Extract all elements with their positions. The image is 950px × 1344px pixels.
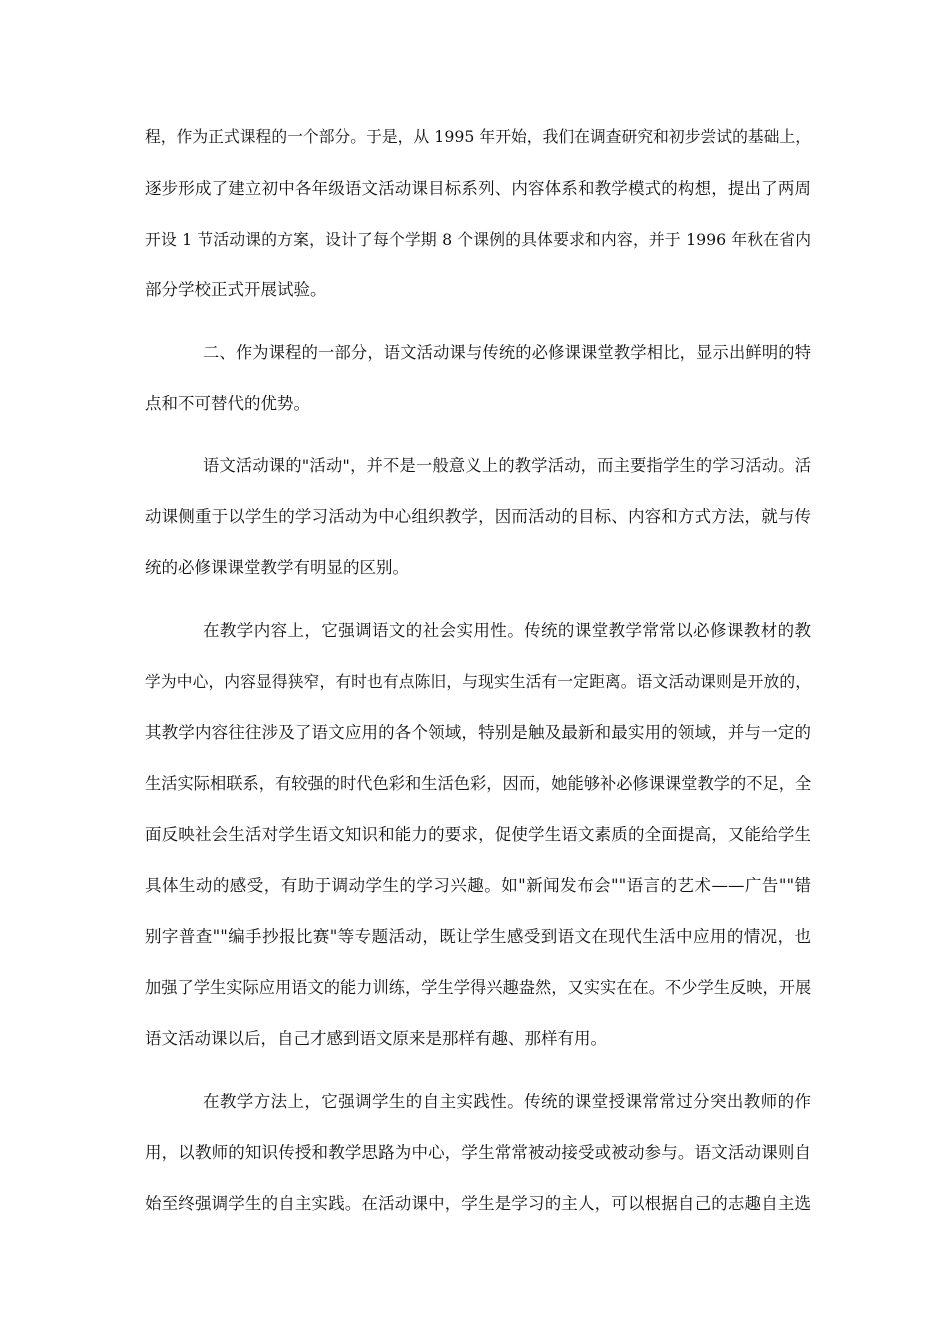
paragraph-line: 加强了学生实际应用语文的能力训练，学生学得兴趣盎然，又实实在在。不少学生反映，开展 [145,978,812,997]
paragraph-line: 用，以教师的知识传授和教学思路为中心，学生常常被动接受或被动参与。语文活动课则自 [145,1143,811,1162]
paragraph-line: 面反映社会生活对学生语文知识和能力的要求，促使学生语文素质的全面提高，又能给学生 [145,825,811,844]
paragraph-line: 逐步形成了建立初中各年级语文活动课目标系列、内容体系和教学模式的构想，提出了两周 [145,179,811,198]
paragraph-line: 统的必修课课堂教学有明显的区别。 [145,558,409,577]
paragraph-line: 程，作为正式课程的一个部分。于是，从 1995 年开始，我们在调查研究和初步尝试的基础上， [145,127,811,146]
paragraph-line: 部分学校正式开展试验。 [145,280,327,299]
paragraph-line: 开设 1 节活动课的方案，设计了每个学期 8 个课例的具体要求和内容，并于 1996 年秋在省内 [145,230,811,249]
paragraph-line: 始至终强调学生的自主实践。在活动课中，学生是学习的主人，可以根据自己的志趣自主选 [145,1194,811,1213]
paragraph-line: 其教学内容往往涉及了语文应用的各个领域，特别是触及最新和最实用的领域，并与一定的 [145,723,811,742]
paragraph-line: 语文活动课以后，自己才感到语文原来是那样有趣、那样有用。 [145,1029,607,1048]
paragraph-line: 动课侧重于以学生的学习活动为中心组织教学，因而活动的目标、内容和方式方法，就与传 [145,507,811,526]
paragraph-line: 生活实际相联系，有较强的时代色彩和生活色彩，因而，她能够补必修课课堂教学的不足，全 [145,774,812,793]
paragraph-line: 在教学内容上，它强调语文的社会实用性。传统的课堂教学常常以必修课教材的教 [203,621,811,640]
paragraph-line: 点和不可替代的优势。 [145,394,310,413]
paragraph-line: 学为中心，内容显得狭窄，有时也有点陈旧，与现实生活有一定距离。语文活动课则是开放的， [145,672,811,691]
paragraph-line: 语文活动课的"活动"，并不是一般意义上的教学活动，而主要指学生的学习活动。活 [203,456,811,475]
paragraph-line: 具体生动的感受，有助于调动学生的学习兴趣。如"新闻发布会""语言的艺术——广告""错 [145,876,811,895]
paragraph-line: 别字普查""编手抄报比赛"等专题活动，既让学生感受到语文在现代生活中应用的情况，也 [145,927,811,946]
paragraph-line: 二、作为课程的一部分，语文活动课与传统的必修课课堂教学相比，显示出鲜明的特 [203,343,811,362]
paragraph-line: 在教学方法上，它强调学生的自主实践性。传统的课堂授课常常过分突出教师的作 [203,1092,811,1111]
